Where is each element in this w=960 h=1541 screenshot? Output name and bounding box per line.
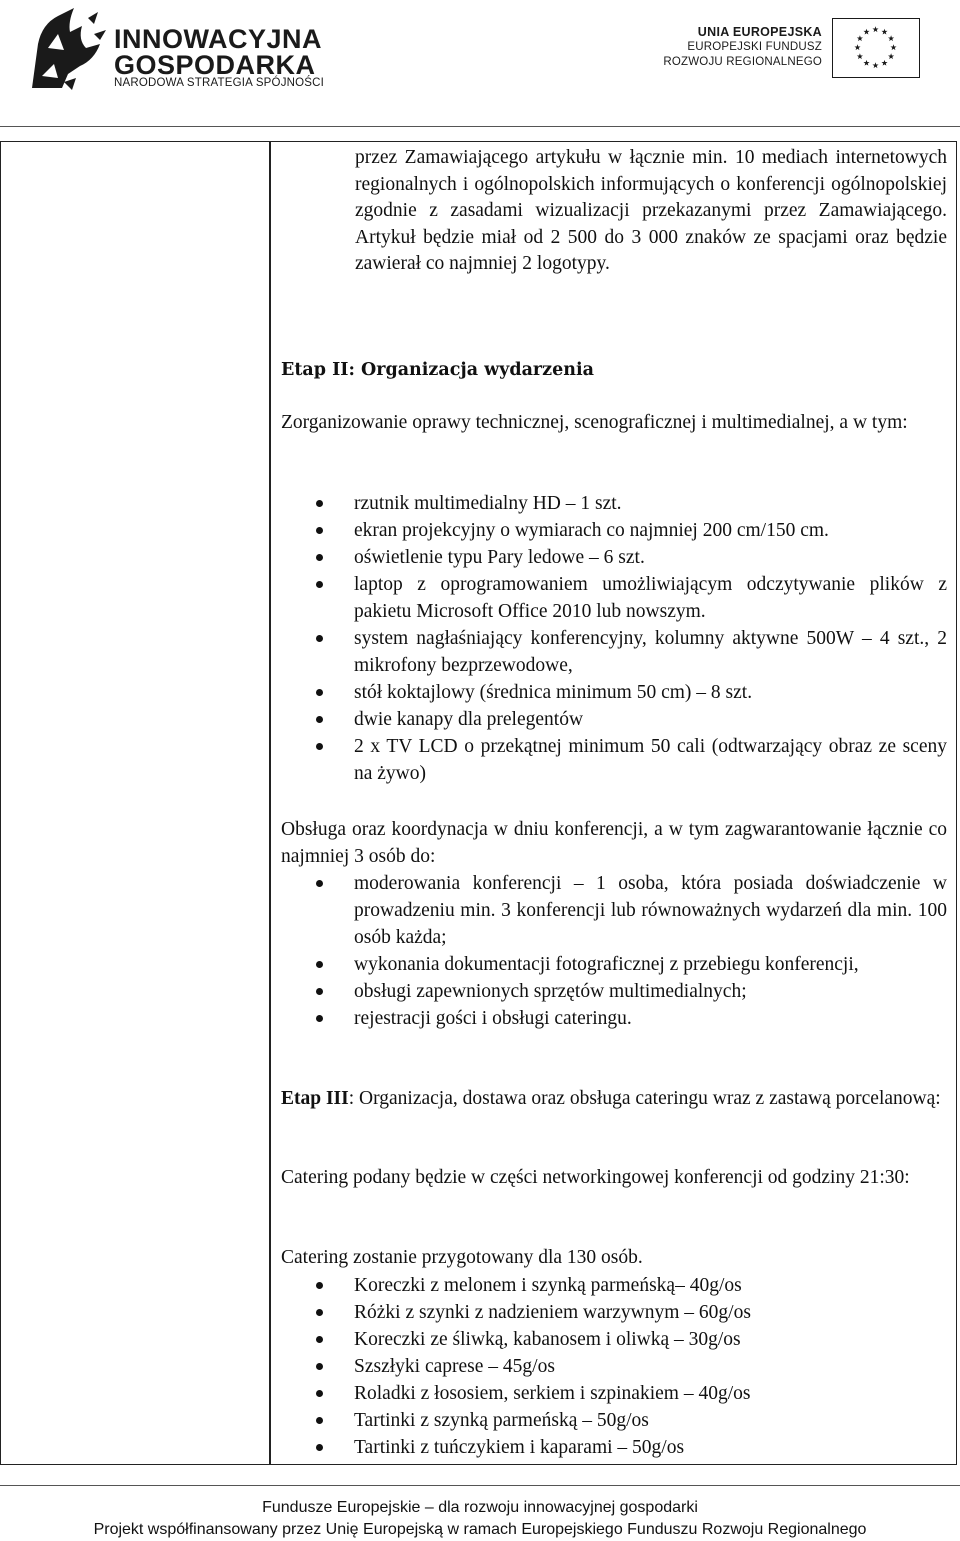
eu-star-icon	[888, 35, 894, 41]
eu-star-icon	[881, 29, 887, 35]
eu-star-icon	[857, 53, 863, 59]
bullet-icon	[316, 1336, 323, 1343]
menu-item	[281, 1407, 947, 1434]
eu-flag-icon	[832, 18, 920, 78]
equipment-item	[281, 679, 947, 706]
service-item-text: wykonania dokumentacji fotograficznej z przebiegu konferencji,	[354, 954, 859, 975]
eu-star-icon	[854, 44, 860, 50]
service-item	[281, 951, 947, 978]
footer-line-1: Fundusze Europejskie – dla rozwoju innowacyjnej gospodarki	[262, 1499, 698, 1516]
menu-item-text: Roladki z łososiem, serkiem i szpinakiem – 40g/os	[354, 1383, 751, 1404]
eu-star-icon	[872, 26, 878, 32]
bullet-icon	[316, 1417, 323, 1424]
eu-star-icon	[857, 35, 863, 41]
equipment-item	[281, 490, 947, 517]
logo-text-gospodarka: GOSPODARKA	[114, 50, 316, 80]
equipment-item-text: rzutnik multimedialny HD – 1 szt.	[354, 493, 622, 514]
equipment-item	[281, 571, 947, 625]
eu-star-icon	[863, 60, 869, 66]
eu-star-icon	[872, 62, 878, 68]
etap2-heading: Etap II: Organizacja wydarzenia	[281, 360, 594, 380]
menu-item-text: Szszłyki caprese – 45g/os	[354, 1356, 555, 1377]
equipment-item-text: ekran projekcyjny o wymiarach co najmniej 200 cm/150 cm.	[354, 520, 829, 541]
bullet-icon	[316, 1363, 323, 1370]
eu-logo-line1: UNIA EUROPEJSKA	[697, 25, 822, 39]
bullet-icon	[316, 689, 323, 696]
menu-item	[281, 1272, 947, 1299]
innowacyjna-gospodarka-emblem-icon	[28, 4, 112, 92]
equipment-item	[281, 544, 947, 571]
service-item	[281, 978, 947, 1005]
eu-logo-line3: ROZWOJU REGIONALNEGO	[663, 56, 822, 68]
catering-time: Catering podany będzie w części networkingowej konferencji od godziny 21:30:	[281, 1167, 910, 1188]
equipment-item	[281, 517, 947, 544]
eu-star-icon	[890, 44, 896, 50]
bullet-icon	[316, 581, 323, 588]
menu-item-text: Koreczki ze śliwką, kabanosem i oliwką – 30g/os	[354, 1329, 741, 1350]
menu-item-text: Tartinki z tuńczykiem i kaparami – 50g/os	[354, 1437, 685, 1458]
service-item-text: obsługi zapewnionych sprzętów multimedialnych;	[354, 981, 747, 1002]
etap3-paragraph	[281, 1086, 947, 1113]
catering-count: Catering zostanie przygotowany dla 130 osób.	[281, 1247, 643, 1268]
bullet-icon	[316, 554, 323, 561]
etap2-intro: Zorganizowanie oprawy technicznej, scenograficznej i multimedialnej, a w tym:	[281, 412, 908, 433]
menu-item	[281, 1353, 947, 1380]
service-list	[281, 870, 947, 1032]
menu-item-text: Tartinki z szynką parmeńską – 50g/os	[354, 1410, 649, 1431]
footer-line-2: Projekt współfinansowany przez Unię Europejską w ramach Europejskiego Funduszu Rozwoju Regionalnego	[93, 1521, 867, 1538]
header-rule	[0, 126, 960, 127]
etap3-text: : Organizacja, dostawa oraz obsługa cateringu wraz z zastawą porcelanową:	[348, 1088, 941, 1109]
page-header	[0, 0, 960, 110]
bullet-icon	[316, 988, 323, 995]
bullet-icon	[316, 1390, 323, 1397]
menu-list	[281, 1272, 947, 1461]
bullet-icon	[316, 1015, 323, 1022]
equipment-item-text: 2 x TV LCD o przekątnej minimum 50 cali (odtwarzający obraz ze sceny na żywo)	[354, 736, 947, 784]
bullet-icon	[316, 880, 323, 887]
eu-star-icon	[888, 53, 894, 59]
equipment-item-text: dwie kanapy dla prelegentów	[354, 709, 584, 730]
equipment-item-text: stół koktajlowy (średnica minimum 50 cm) – 8 szt.	[354, 682, 753, 703]
menu-item	[281, 1299, 947, 1326]
bullet-icon	[316, 716, 323, 723]
menu-item-text: Różki z szynki z nadzieniem warzywnym – 60g/os	[354, 1302, 751, 1323]
eu-logo-line2: EUROPEJSKI FUNDUSZ	[687, 41, 822, 53]
logo-text-innowacyjna: INNOWACYJNA	[114, 24, 323, 54]
equipment-item	[281, 706, 947, 733]
bullet-icon	[316, 1309, 323, 1316]
menu-item	[281, 1434, 947, 1461]
menu-item	[281, 1380, 947, 1407]
equipment-item-text: system nagłaśniający konferencyjny, kolumny aktywne 500W – 4 szt., 2 mikrofony bezprzewodowe,	[354, 628, 947, 676]
service-intro: Obsługa oraz koordynacja w dniu konferencji, a w tym zagwarantowanie łącznie co najmniej 3 osób do:	[281, 819, 947, 867]
service-item	[281, 1005, 947, 1032]
footer-rule	[0, 1485, 960, 1486]
eu-star-icon	[881, 60, 887, 66]
eu-logo	[660, 18, 920, 84]
table-column-divider	[269, 141, 271, 1465]
bullet-icon	[316, 743, 323, 750]
service-item-text: rejestracji gości i obsługi cateringu.	[354, 1008, 632, 1029]
etap3-label: Etap III	[281, 1088, 349, 1109]
menu-item	[281, 1326, 947, 1353]
intro-paragraph: przez Zamawiającego artykułu w łącznie min. 10 mediach internetowych regionalnych i ogólnopolskich informujących o konferencji ogólnopolskiej zgodnie z zasadami wizualizacji przekazanymi przez Zamawiającego. Artykuł będzie miał od 2 500 do 3 000 znaków ze spacjami oraz będzie zawierał co najmniej 2 logotypy.	[355, 147, 947, 274]
bullet-icon	[316, 961, 323, 968]
bullet-icon	[316, 1444, 323, 1451]
service-item	[281, 870, 947, 951]
menu-item-text: Koreczki z melonem i szynką parmeńską– 40g/os	[354, 1275, 742, 1296]
equipment-item	[281, 625, 947, 679]
equipment-item	[281, 733, 947, 787]
bullet-icon	[316, 635, 323, 642]
logo-text-strategia: NARODOWA STRATEGIA SPÓJNOŚCI	[114, 77, 325, 89]
bullet-icon	[316, 527, 323, 534]
equipment-item-text: oświetlenie typu Pary ledowe – 6 szt.	[354, 547, 645, 568]
eu-logo-text	[663, 24, 822, 70]
bullet-icon	[316, 500, 323, 507]
equipment-list	[281, 490, 947, 787]
eu-star-icon	[863, 29, 869, 35]
service-item-text: moderowania konferencji – 1 osoba, która posiada doświadczenie w prowadzeniu min. 3 konferencji lub równoważnych wydarzeń dla min. 100 osób każda;	[354, 873, 947, 948]
equipment-item-text: laptop z oprogramowaniem umożliwiającym odczytywanie plików z pakietu Microsoft Office 2010 lub nowszym.	[354, 574, 947, 622]
innowacyjna-gospodarka-logo	[28, 4, 328, 94]
bullet-icon	[316, 1282, 323, 1289]
